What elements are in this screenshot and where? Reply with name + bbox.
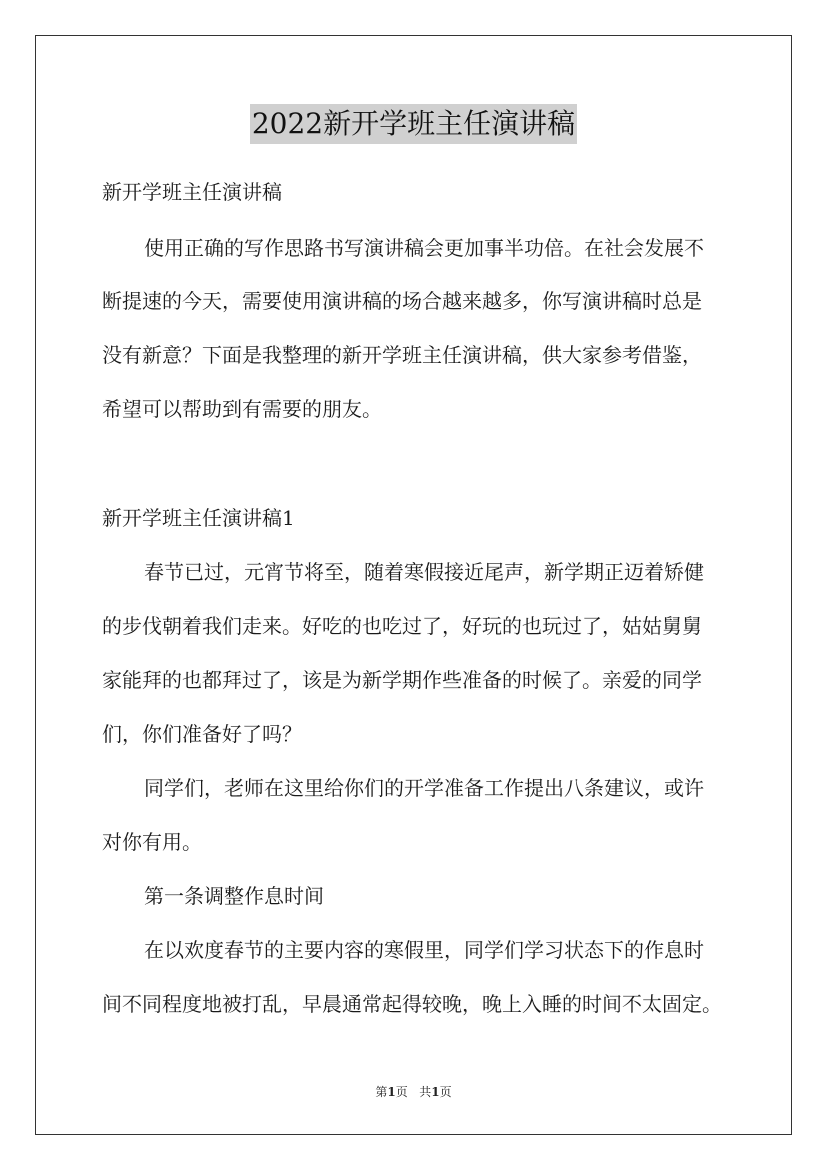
- document-title: 2022新开学班主任演讲稿: [250, 104, 577, 144]
- paragraph-line: 希望可以帮助到有需要的朋友。: [102, 397, 382, 421]
- paragraph-line: 们，你们准备好了吗？: [102, 722, 302, 746]
- footer-page-number: 1: [387, 1085, 396, 1099]
- footer-page-prefix: 第: [375, 1085, 388, 1099]
- paragraph-line: 在以欢度春节的主要内容的寒假里，同学们学习状态下的作息时: [144, 938, 704, 962]
- footer-page-suffix: 页: [395, 1085, 408, 1099]
- paragraph-line: 没有新意？下面是我整理的新开学班主任演讲稿，供大家参考借鉴，: [102, 343, 702, 367]
- footer-total-prefix: 共: [419, 1085, 432, 1099]
- paragraph-line: 间不同程度地被打乱，早晨通常起得较晚，晚上入睡的时间不太固定。: [102, 992, 722, 1016]
- paragraph-line: 同学们，老师在这里给你们的开学准备工作提出八条建议，或许: [144, 776, 704, 800]
- page-footer: [0, 1084, 827, 1100]
- paragraph-line: 春节已过，元宵节将至，随着寒假接近尾声，新学期正迈着矫健: [144, 560, 704, 584]
- footer-total-suffix: 页: [439, 1085, 452, 1099]
- paragraph-line: 对你有用。: [102, 830, 202, 854]
- paragraph-line: 的步伐朝着我们走来。好吃的也吃过了，好玩的也玩过了，姑姑舅舅: [102, 614, 702, 638]
- section-heading: 新开学班主任演讲稿: [102, 180, 282, 204]
- paragraph-line: 断提速的今天，需要使用演讲稿的场合越来越多，你写演讲稿时总是: [102, 289, 702, 313]
- paragraph-line: 使用正确的写作思路书写演讲稿会更加事半功倍。在社会发展不: [144, 236, 704, 260]
- title-container: [0, 104, 827, 144]
- section-heading: 新开学班主任演讲稿1: [102, 506, 295, 530]
- footer-total-number: 1: [431, 1085, 440, 1099]
- subheading: 第一条调整作息时间: [144, 884, 324, 908]
- paragraph-line: 家能拜的也都拜过了，该是为新学期作些准备的时候了。亲爱的同学: [102, 668, 702, 692]
